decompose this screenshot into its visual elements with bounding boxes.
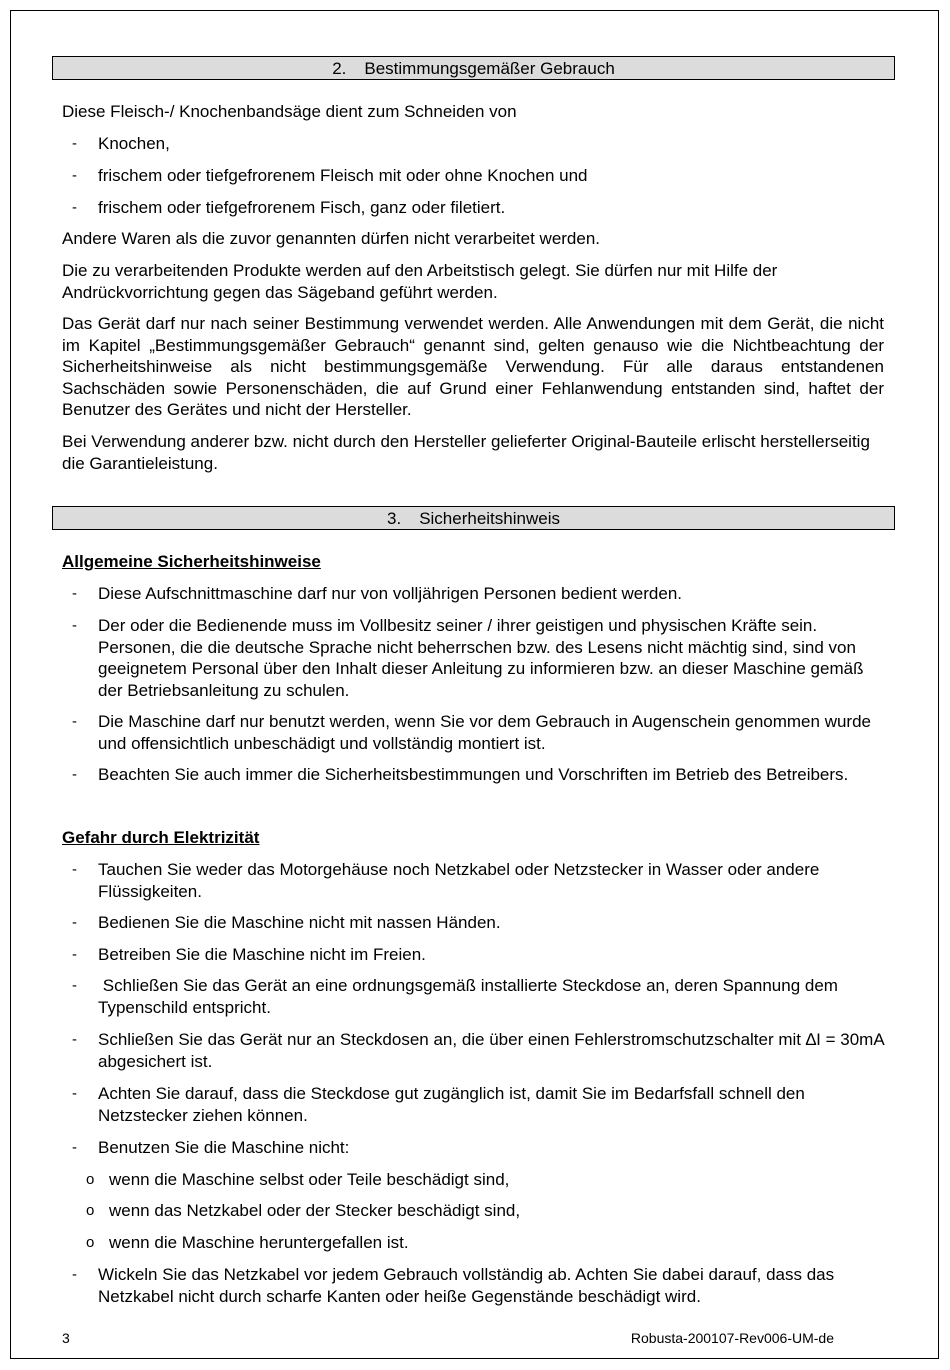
bullet-dash: - <box>72 713 77 730</box>
section-3-header <box>52 506 895 530</box>
bullet-dash: - <box>72 617 77 634</box>
paragraph: Andere Waren als die zuvor genannten dürfen nicht verarbeitet werden. <box>62 229 601 248</box>
sub-list-item-text: wenn das Netzkabel oder der Stecker beschädigt sind, <box>109 1201 521 1220</box>
bullet-dash: - <box>72 167 77 184</box>
paragraph: Die zu verarbeitenden Produkte werden auf den Arbeitstisch gelegt. Sie dürfen nur mit Hilfe der Andrückvorrichtung gegen das Sägeband geführt werden. <box>62 261 778 302</box>
list-item-text: Der oder die Bedienende muss im Vollbesitz seiner / ihrer geistigen und physischen Kräfte sein. Personen, die die deutsche Sprache nicht beherrschen bzw. des Lesens nicht mächtig sind, sind von geeignetem Personal über den Inhalt dieser Anleitung zu informieren bzw. an dieser Maschine gemäß der Betriebsanleitung zu schulen. <box>98 616 864 700</box>
bullet-dash: - <box>72 766 77 783</box>
subheading-electric-hazard: Gefahr durch Elektrizität <box>62 828 260 847</box>
bullet-dash: - <box>72 914 77 931</box>
bullet-dash: - <box>72 861 77 878</box>
list-item-text: Knochen, <box>98 134 170 153</box>
bullet-circle: o <box>86 1171 95 1188</box>
list-item-text: Benutzen Sie die Maschine nicht: <box>98 1138 350 1157</box>
sub-list-item-text: wenn die Maschine selbst oder Teile beschädigt sind, <box>109 1170 510 1189</box>
paragraph: Das Gerät darf nur nach seiner Bestimmung verwendet werden. Alle Anwendungen mit dem Gerät, die nicht im Kapitel „Bestimmungsgemäßer Gebrauch“ genannt sind, gelten genauso wie die Nichtbeachtung der Sicherheitshinweise als nicht bestimmungsgemäße Verwendung. Für alle daraus entstandenen Sachschäden sowie Personenschäden, die auf Grund einer Fehlanwendung entstanden sind, haftet der Benutzer des Gerätes und nicht der Hersteller. <box>62 314 884 419</box>
list-item-text: frischem oder tiefgefrorenem Fleisch mit oder ohne Knochen und <box>98 166 588 185</box>
sub-list-item-text: wenn die Maschine heruntergefallen ist. <box>109 1233 409 1252</box>
bullet-dash: - <box>72 977 77 994</box>
section-2-number: 2. <box>332 59 347 78</box>
paragraph: Bei Verwendung anderer bzw. nicht durch den Hersteller gelieferter Original-Bauteile erlischt herstellerseitig die Garantieleistung. <box>62 432 870 473</box>
section-3-title: Sicherheitshinweis <box>419 509 560 528</box>
bullet-dash: - <box>72 1085 77 1102</box>
section-2-intro: Diese Fleisch-/ Knochenbandsäge dient zum Schneiden von <box>62 102 517 121</box>
bullet-circle: o <box>86 1202 95 1219</box>
list-item-text: Wickeln Sie das Netzkabel vor jedem Gebrauch vollständig ab. Achten Sie dabei darauf, dass das Netzkabel nicht durch scharfe Kanten oder heiße Gegenstände beschädigt wird. <box>98 1265 835 1306</box>
bullet-dash: - <box>72 1139 77 1156</box>
bullet-dash: - <box>72 1266 77 1283</box>
list-item-text: Achten Sie darauf, dass die Steckdose gut zugänglich ist, damit Sie im Bedarfsfall schnell den Netzstecker ziehen können. <box>98 1084 805 1125</box>
bullet-dash: - <box>72 585 77 602</box>
list-item-text: Diese Aufschnittmaschine darf nur von volljährigen Personen bedient werden. <box>98 584 683 603</box>
section-3-number: 3. <box>387 509 402 528</box>
list-item-text: Beachten Sie auch immer die Sicherheitsbestimmungen und Vorschriften im Betrieb des Betreibers. <box>98 765 849 784</box>
footer-page-number: 3 <box>62 1330 70 1346</box>
list-item-text: Die Maschine darf nur benutzt werden, wenn Sie vor dem Gebrauch in Augenschein genommen wurde und offensichtlich unbeschädigt und vollständig montiert ist. <box>98 712 871 753</box>
section-2-header <box>52 56 895 80</box>
list-item-text: Schließen Sie das Gerät nur an Steckdosen an, die über einen Fehlerstromschutzschalter mit ∆I = 30mA abgesichert ist. <box>98 1030 884 1071</box>
list-item-text: frischem oder tiefgefrorenem Fisch, ganz oder filetiert. <box>98 198 506 217</box>
list-item-text: Tauchen Sie weder das Motorgehäuse noch Netzkabel oder Netzstecker in Wasser oder andere Flüssigkeiten. <box>98 860 820 901</box>
subheading-general-safety: Allgemeine Sicherheitshinweise <box>62 552 321 571</box>
bullet-dash: - <box>72 1031 77 1048</box>
bullet-dash: - <box>72 946 77 963</box>
list-item-text: Betreiben Sie die Maschine nicht im Freien. <box>98 945 426 964</box>
section-2-title: Bestimmungsgemäßer Gebrauch <box>364 59 615 78</box>
bullet-circle: o <box>86 1234 95 1251</box>
footer-document-id: Robusta-200107-Rev006-UM-de <box>630 1330 834 1346</box>
bullet-dash: - <box>72 135 77 152</box>
bullet-dash: - <box>72 199 77 216</box>
list-item-text: Bedienen Sie die Maschine nicht mit nassen Händen. <box>98 913 501 932</box>
list-item-text: Schließen Sie das Gerät an eine ordnungsgemäß installierte Steckdose an, deren Spannung dem Typenschild entspricht. <box>98 976 843 1017</box>
